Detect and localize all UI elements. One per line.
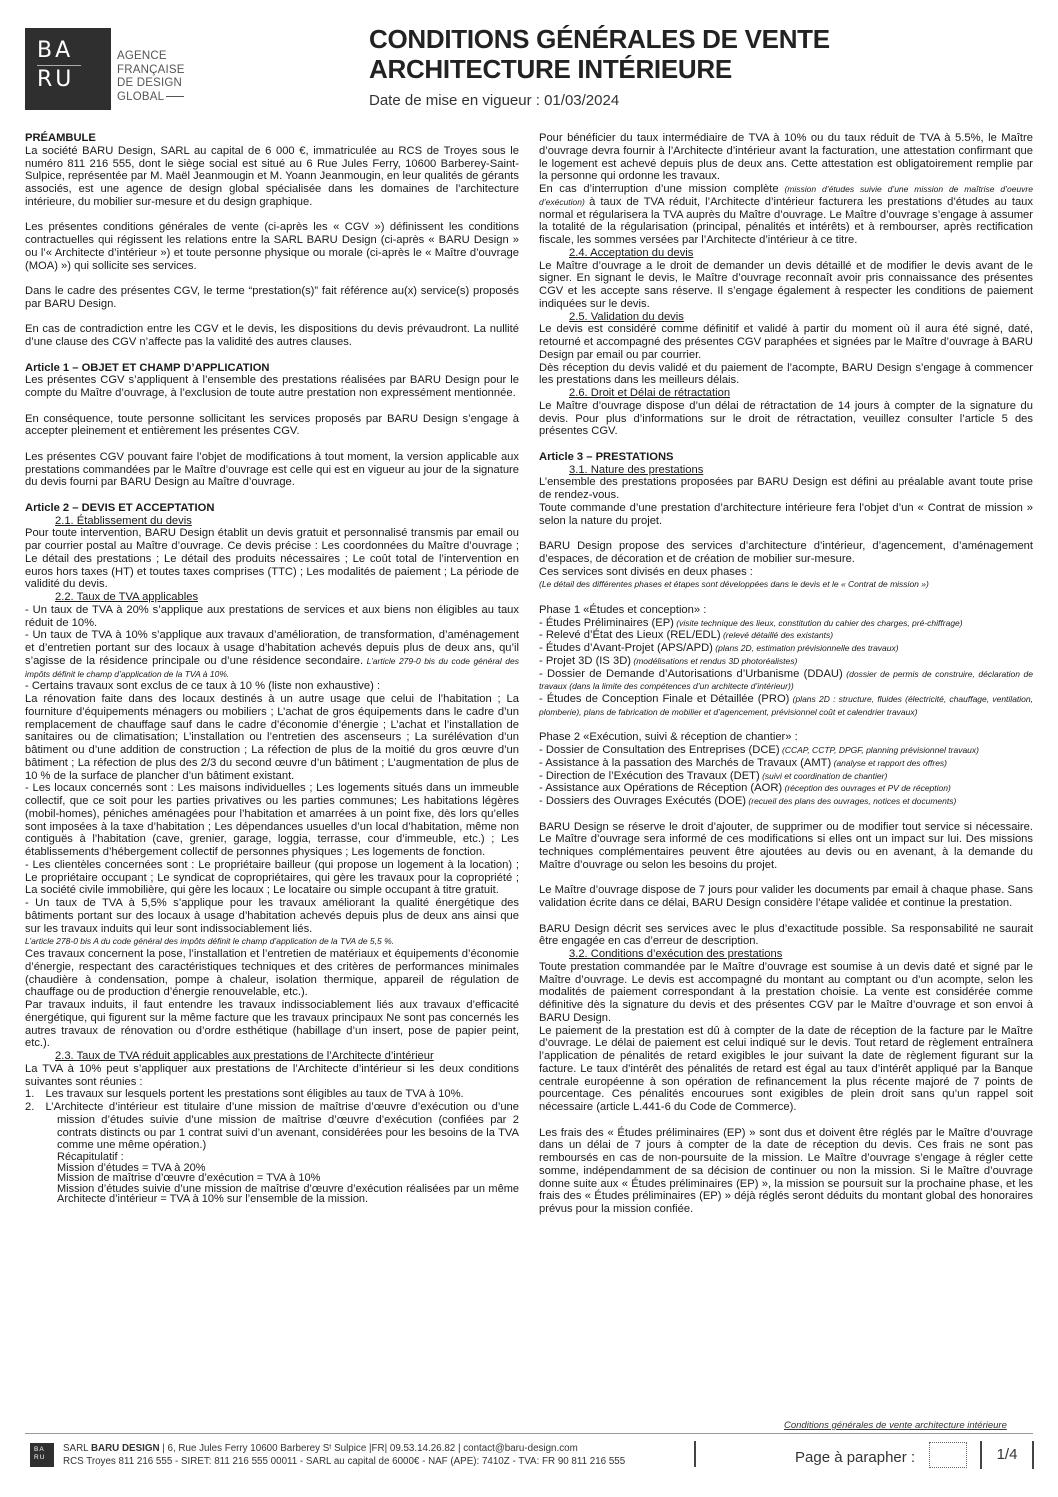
inline-note: (recueil des plans des ouvrages, notices et documents) — [746, 796, 957, 806]
paragraph-text: 2.3. Taux de TVA réduit applicables aux prestations de l’Architecte d’intérieur — [55, 1050, 434, 1062]
paragraph-text: Phase 2 «Exécution, suivi & réception de chantier» : — [539, 731, 798, 744]
paragraph-text: - Assistance aux Opérations de Réception (AOR) — [539, 782, 783, 795]
paragraph-text: 2.1. Établissement du devis — [55, 514, 192, 527]
paragraph — [25, 629, 519, 680]
paragraph-text: 3.1. Nature des prestations — [569, 463, 704, 476]
paragraph-text: - Les locaux concernés sont : Les maisons individuelles ; Les logements situés dans un immeuble collectif, que ce soit pour les parties privatives ou les parties communes; Les habitations légères (mobil-homes), péniches aménagées pour l’habitation et amarrées à un point fixe, dès lors qu’elles sont imposées à la taxe d’habitation ; Les dépendances usuelles d’un local d’habitation, même non contiguës à l’habitation (cave, grenier, garage, loggia, terrasse, cour d’immeuble, etc.) ; Les établissements d’hébergement collectif de personnes physiques ; Les logements de fonction. — [25, 782, 519, 858]
right-column — [539, 132, 1033, 1422]
article-heading — [25, 362, 519, 375]
paragraph-spacer — [25, 311, 519, 324]
paragraph — [539, 782, 1033, 795]
paragraph — [539, 604, 1033, 617]
paragraph-text: Le Maître d’ouvrage dispose de 7 jours pour valider les documents par email à chaque phase. Sans validation écrite dans ce délai, BARU Design considère l’étape validée et continue la prestation. — [539, 884, 1033, 909]
paragraph — [25, 948, 519, 999]
paragraph — [539, 566, 1033, 579]
paragraph — [539, 821, 1033, 872]
logo-line-2: RU — [37, 65, 81, 91]
article-heading — [25, 502, 519, 515]
company-prefix: SARL — [63, 1443, 91, 1454]
article-heading — [25, 132, 519, 145]
paragraph-spacer — [25, 489, 519, 502]
paragraph — [539, 757, 1033, 770]
paragraph-text: - Un taux de TVA à 5,5% s’applique pour les travaux améliorant la qualité énergétique des bâtiments portant sur des locaux à usage d’habitation achevés depuis plus de deux ans ainsi que sur les travaux induits qui leur sont indissociablement liés. — [25, 897, 519, 935]
paragraph-text: Le devis est considéré comme définitif et validé à partir du moment où il aura été signé, daté, retourné et accompagné des présentes CGV paraphées et signées par le Maître d’ouvrage à BARU Design par email ou par courrier. — [539, 323, 1033, 361]
paragraph — [539, 642, 1033, 655]
paragraph-spacer — [25, 438, 519, 451]
paragraph-text: L’article 278-0 bis A du code général des impôts définit le champ d’application de la TVA de 5,5 %. — [25, 936, 395, 947]
paragraph — [539, 132, 1033, 183]
paragraph-text: Article 2 – DEVIS ET ACCEPTATION — [25, 501, 215, 514]
list-item — [25, 1088, 519, 1101]
paragraph — [539, 1127, 1033, 1216]
paragraph-text: Article 1 – OBJET ET CHAMP D’APPLICATION — [25, 361, 270, 374]
paragraph-text: - Études d’Avant-Projet (APS/APD) — [539, 642, 713, 654]
paragraph-text: Mission d’études = TVA à 20% — [57, 1161, 206, 1174]
inline-note: (plans 2D, estimation prévisionnelle des travaux) — [712, 643, 899, 653]
section-heading — [539, 948, 1033, 961]
inline-note: (suivi et coordination de chantier) — [759, 770, 888, 781]
paragraph-text: Par travaux induits, il faut entendre les travaux indissociablement liés aux travaux d’efficacité énergétique, qui figurent sur la même facture que les travaux principaux Ne sont pas concernés les autres travaux de rénovation ou d’ordre esthétique (habillage d’un insert, pose de papier peint, etc.). — [25, 999, 519, 1050]
paragraph — [539, 655, 1033, 668]
paragraph-text: - Dossiers des Ouvrages Exécutés (DOE) — [539, 795, 747, 807]
title-line-2: ARCHITECTURE INTÉRIEURE — [369, 54, 732, 84]
paragraph-text: (Le détail des différentes phases et étapes sont développées dans le devis et le « Contrat de mission ») — [539, 579, 929, 590]
inline-note: L’article 279-0 bis du code général des impôts définit le champ d’application de la TVA à 10%. — [25, 655, 520, 679]
paragraph — [539, 770, 1033, 783]
paragraph-text: 2.5. Validation du devis — [569, 310, 684, 323]
paragraph-text: - Les clientèles concernées sont : Le propriétaire bailleur (qui propose un logement à la location) ; Le propriétaire occupant ; Le syndicat de copropriétaires, qui gère les travaux pour la copropriété ; La société civile immobilière, qui gère les locaux ; Le locataire ou simple occupant à titre gratuit. — [25, 858, 519, 897]
paragraph — [539, 1025, 1033, 1114]
parapher-label: Page à parapher : — [795, 1449, 916, 1466]
paragraph-text: Pour bénéficier du taux intermédiaire de TVA à 10% ou du taux réduit de TVA à 5.5%, le Maître d’ouvrage devra fournir à l’Architecte d’intérieur avant la facturation, une attestation confirmant que le logement est achevé depuis plus de deux ans. Cette attestation est obligatoirement remplie par la personne qui ordonne les travaux. — [539, 132, 1033, 183]
paragraph-text: Le Maître d’ouvrage dispose d’un délai de rétractation de 14 jours à compter de la signature du devis. Pour plus d’informations sur le droit de rétractation, veuillez consulter l’article 5 des présentes CGV. — [539, 399, 1033, 438]
paragraph-text: 2. L’Architecte d’intérieur est titulaire d’une mission de maîtrise d’œuvre d’exécution ou d’une mission d’études suivie d’une mission de maîtrise d’œuvre d’exécution (confiées par 2 contrats distincts ou par 1 contrat suivi d’un avenant, considérées pour les besoins de la TVA comme une même opération.) — [25, 1101, 519, 1152]
paragraph-text: Dans le cadre des présentes CGV, le terme “prestation(s)” fait référence au(x) service(s) proposés par BARU Design. — [25, 285, 519, 310]
company-registry: RCS Troyes 811 216 555 - SIRET: 811 216 555 00011 - SARL au capital de 6000€ - NAF (APE): 7410Z - TVA: FR 90 811 216 555 — [63, 1455, 626, 1467]
paragraph — [539, 744, 1033, 757]
paragraph — [539, 183, 1033, 247]
tagline-line: AGENCE — [117, 50, 167, 62]
footer-separator — [694, 1441, 696, 1467]
paragraph — [539, 884, 1033, 910]
paragraph-spacer — [25, 400, 519, 413]
paragraph-text: En conséquence, toute personne sollicitant les services proposés par BARU Design s’engage à accepter pleinement et entièrement les présentes CGV. — [25, 412, 519, 438]
section-heading — [539, 311, 1033, 324]
paragraph-text: Les présentes CGV s’appliquent à l’ensemble des prestations réalisées par BARU Design pour le compte du Maître d’ouvrage, à l’exclusion de toute autre prestation non expressément mentionnée. — [25, 374, 519, 399]
paragraph — [539, 731, 1033, 744]
section-heading — [539, 464, 1033, 477]
paragraph-spacer — [25, 349, 519, 362]
paragraph-text: - Projet 3D (IS 3D) — [539, 654, 632, 667]
paragraph-text: à taux de TVA réduit, l’Architecte d’intérieur facturera les prestations d’études au taux normal et régularisera la TVA auprès du Maître d’ouvrage. Le Maître d’ouvrage s’engage à assumer la totalité de la régularisation (principal, pénalités et intérêts) et à rembourser, après rectification fiscale, les sommes versées par l’Architecte d’intérieur à ce titre. — [539, 195, 1033, 246]
footer-logo-line: BA — [34, 1446, 45, 1453]
paragraph-spacer — [25, 209, 519, 222]
paragraph-text: - Assistance à la passation des Marchés de Travaux (AMT) — [539, 756, 832, 769]
paragraph — [25, 859, 519, 897]
inline-note: (visite technique des lieux, constitution du cahier des charges, pré-chiffrage) — [673, 617, 963, 628]
paragraph-text: Dès réception du devis validé et du paiement de l’acompte, BARU Design s’engage à commencer les prestations dans les meilleurs délais. — [539, 361, 1033, 387]
paragraph-spacer — [539, 719, 1033, 732]
left-column — [25, 132, 519, 1422]
paragraph-text: - Études de Conception Finale et Détaillée (PRO) — [539, 693, 790, 705]
inline-note: (modélisations et rendus 3D photoréalistes) — [631, 655, 798, 666]
inline-note: (réception des ouvrages et PV de réception) — [782, 783, 951, 794]
paragraph — [25, 374, 519, 400]
paragraph-text: Les présentes conditions générales de vente (ci-après les « CGV ») définissent les conditions contractuelles qui régissent les relations entre la SARL BARU Design (ci-après « BARU Design » ou l’« Architecte d’intérieur ») et toute personne physique ou morale (ci-après le « Maître d’ouvrage (MOA) ») qui sollicite ses services. — [25, 221, 519, 272]
list-item — [25, 1101, 519, 1152]
footer-divider — [25, 1433, 1033, 1434]
paragraph-spacer — [539, 910, 1033, 923]
paragraph-spacer — [539, 1114, 1033, 1127]
paragraph — [539, 260, 1033, 311]
footer-logo — [30, 1443, 54, 1467]
paragraph-spacer — [539, 438, 1033, 451]
summary-line — [25, 1184, 519, 1205]
paragraph-text: 2.6. Droit et Délai de rétractation — [569, 387, 731, 399]
paragraph-spacer — [539, 872, 1033, 885]
paragraph — [25, 451, 519, 489]
paragraph — [25, 604, 519, 630]
paragraph — [25, 782, 519, 859]
inline-note: (plans 2D : structure, fluides (électricité, chauffage, ventilation, plomberie), plans de fabrication de mobilier et d’agencement, prévisionnel coût et calendrier travaux) — [539, 694, 1033, 717]
paragraph-spacer — [539, 808, 1033, 821]
paragraph — [25, 897, 519, 935]
section-heading — [25, 591, 519, 604]
footnote — [539, 578, 1033, 591]
paragraph — [539, 923, 1033, 949]
paragraph-text: La société BARU Design, SARL au capital de 6 000 €, immatriculée au RCS de Troyes sous le numéro 811 216 555, dont le siège social est situé au 6 Rue Jules Ferry, 10600 Barberey-Saint-Sulpice, représentée par M. Maël Jeanmougin et M. Yoann Jeanmougin, en leur qualités de gérants associés, est une agence de design global spécialisée dans les domaines de l’architecture intérieure, du mobilier sur-mesure et du design graphique. — [25, 144, 519, 208]
paragraph — [25, 1063, 519, 1089]
footnote — [25, 935, 519, 948]
inline-note: (analyse et rapport des offres) — [831, 757, 948, 768]
paragraph-text: BARU Design se réserve le droit d’ajouter, de supprimer ou de modifier tout service si nécessaire. Le Maître d’ouvrage sera informé de ces modifications si elles ont un impact sur lui. Des missions techniques complémentaires peuvent être ajoutées au devis ou en avenant, à la demande du Maître d’ouvrage ou selon les besoins du projet. — [539, 820, 1033, 871]
inline-note: (CCAP, CCTP, DPGF, planning prévisionnel travaux) — [779, 745, 979, 755]
paragraph-text: - Certains travaux sont exclus de ce taux à 10 % (liste non exhaustive) : — [25, 680, 381, 693]
paragraph — [25, 145, 519, 209]
company-address: | 6, Rue Jules Ferry 10600 Barberey Sᵗ Sulpice |FR| 09.53.14.26.82 | contact@baru-design.com — [159, 1443, 578, 1454]
paragraph — [539, 400, 1033, 438]
paragraph-text: Mission d’études suivie d’une mission de maîtrise d’œuvre d’exécution réalisées par un même Architecte d’intérieur = TVA à 10% sur l’ensemble de la mission. — [57, 1182, 519, 1205]
page-number: 1/4 — [980, 1441, 1034, 1469]
paragraph-text: 2.4. Acceptation du devis — [569, 246, 694, 259]
paragraph — [539, 693, 1033, 719]
title-line-1: CONDITIONS GÉNÉRALES DE VENTE — [369, 24, 830, 54]
effective-date: Date de mise en vigueur : 01/03/2024 — [369, 92, 620, 109]
inline-note: (mission d’études suivie d’une mission de maîtrise d’oeuvre d’exécution) — [539, 184, 1033, 207]
paragraph-text: Le Maître d’ouvrage a le droit de demander un devis détaillé et de modifier le devis avant de le signer. En signant le devis, le Maître d’ouvrage reconnaît avoir pris connaissance des présentes CGV et les accepte sans réserve. Il s’engage également à respecter les conditions de paiement indiquées sur le devis. — [539, 259, 1033, 310]
paragraph-text: 2.2. Taux de TVA applicables — [55, 591, 199, 603]
logo-line-1: BA — [37, 38, 74, 63]
paragraph — [539, 476, 1033, 502]
paragraph-text: En cas d’interruption d’une mission complète — [539, 183, 779, 195]
paragraph — [25, 285, 519, 311]
footer-document-label: Conditions générales de vente architecture intérieure — [784, 1420, 1007, 1431]
inline-note: (dossier de permis de construire, déclaration de travaux (dans la limite des compétences d’un architecte d’intérieur)) — [539, 668, 1033, 692]
paragraph-spacer — [539, 591, 1033, 604]
paragraph-text: - Un taux de TVA à 10% s’applique aux travaux d’amélioration, de transformation, d’aménagement et d’entretien portant sur des locaux à usage d’habitation achevés depuis plus de deux ans, qu’il s’agisse de la résidence principale ou d’une résidence secondaire. — [25, 629, 519, 667]
paragraph-text: Article 3 – PRESTATIONS — [539, 450, 674, 463]
footer-logo-line: RU — [34, 1454, 46, 1461]
paragraph-text: Toute prestation commandée par le Maître d’ouvrage est soumise à un devis daté et signé par le Maître d’ouvrage. Le devis est accompagné du montant au comptant ou d’un acompte, selon les modalités de paiement correspondant à la prestation choisie. La vente est considérée comme définitive dès la signature du devis et des présentes CGV par le Maître d’ouvrage et son envoi à BARU Design. — [539, 960, 1033, 1024]
paragraph — [539, 629, 1033, 642]
paragraph-text: BARU Design propose des services d’architecture d’intérieur, d’agencement, d’aménagement d’espaces, de décoration et de création de mobilier sur-mesure. — [539, 540, 1033, 565]
paragraph-text: - Direction de l’Exécution des Travaux (DET) — [539, 769, 760, 782]
paragraph-text: - Relevé d’État des Lieux (REL/EDL) — [539, 629, 721, 642]
initials-box[interactable] — [929, 1442, 967, 1468]
paragraph — [539, 668, 1033, 694]
paragraph-text: Les frais des « Études préliminaires (EP) » sont dus et doivent être réglés par le Maître d’ouvrage dans un délai de 7 jours à compter de la date de réception du devis. Ces frais ne sont pas remboursés en cas de non-poursuite de la mission. Le Maître d’ouvrage s’engage à régler cette somme, indépendamment de sa décision de continuer ou non la mission. Si le Maître d’ouvrage donne suite aux « Études préliminaires (EP) », la mission se poursuit sur la prochaine phase, et les frais des « Études préliminaires (EP) » déjà réglés seront déduits du montant global des honoraires prévus pour la mission confiée. — [539, 1126, 1033, 1215]
paragraph-text: - Études Préliminaires (EP) — [539, 616, 674, 629]
paragraph-text: Toute commande d’une prestation d’architecture intérieure fera l’objet d’un « Contrat de mission » selon la nature du projet. — [539, 501, 1033, 527]
paragraph — [539, 795, 1033, 808]
paragraph — [539, 323, 1033, 361]
paragraph-text: - Dossier de Consultation des Entreprises (DCE) — [539, 744, 780, 756]
paragraph-spacer — [25, 272, 519, 285]
paragraph-text: La rénovation faite dans des locaux destinés à un autre usage que celui de l’habitation ; La fourniture d’équipements ménagers ou mobiliers ; L’achat de gros équipements dans le cadre d’un remplacement de chauffage sauf dans le cadre d’économie d’énergie ; L’achat et l’installation de sanitaires ou de climatisation; L’installation ou l’entretien des ascenseurs ; La surélévation d’un bâtiment ou d’une addition de construction ; La réfection de plus de la moitié du gros œuvre d’un bâtiment ; La réfection de plus des 2/3 du second œuvre d’un bâtiment ; L’augmentation de plus de 10 % de la surface de plancher d’un bâtiment existant. — [25, 693, 519, 782]
paragraph — [539, 362, 1033, 388]
paragraph-text: - Un taux de TVA à 20% s’applique aux prestations de services et aux biens non éligibles au taux réduit de 10%. — [25, 603, 519, 629]
section-heading — [539, 387, 1033, 400]
logo-mark — [25, 28, 111, 110]
paragraph — [25, 323, 519, 349]
paragraph-text: Pour toute intervention, BARU Design établit un devis gratuit et personnalisé transmis par email ou par courrier postal au Maître d’ouvrage. Ce devis précise : Les coordonnées du Maître d’ouvrage ; Le détail des prestations ; Le détail des produits nécessaires ; Le coût total de l’intervention en euros hors taxes (HT) et toutes taxes comprises (TTC) ; Les modalités de paiement ; La période de validité du devis. — [25, 527, 519, 591]
paragraph-text: - Dossier de Demande d’Autorisations d’Urbanisme (DDAU) — [539, 667, 843, 680]
tagline-line: FRANÇAISE — [117, 63, 185, 76]
paragraph-text: En cas de contradiction entre les CGV et le devis, les dispositions du devis prévaudront. La nullité d’une clause des CGV n’affecte pas la validité des autres clauses. — [25, 323, 519, 348]
paragraph-text: PRÉAMBULE — [25, 132, 96, 144]
paragraph-text: Ces travaux concernent la pose, l’installation et l’entretien de matériaux et équipements d’économie d’énergie, respectant des caractéristiques techniques et des critères de performances minimales (chaudière à condensation, pompe à chaleur, isolation thermique, appareil de régulation de chauffage ou de production d’énergie renouvelable, etc.). — [25, 948, 519, 999]
logo-tagline — [117, 50, 185, 104]
paragraph — [25, 693, 519, 782]
paragraph — [25, 221, 519, 272]
paragraph-text: 1. Les travaux sur lesquels portent les prestations sont éligibles au taux de TVA à 10%. — [25, 1088, 464, 1101]
paragraph — [539, 961, 1033, 1025]
paragraph — [539, 617, 1033, 630]
inline-note: (relevé détaillé des existants) — [720, 630, 834, 641]
paragraph-text: 3.2. Conditions d’exécution des prestations — [569, 948, 783, 960]
company-name: BARU DESIGN — [90, 1443, 160, 1454]
paragraph — [25, 527, 519, 591]
paragraph — [25, 413, 519, 439]
paragraph — [25, 999, 519, 1050]
document-title — [369, 24, 830, 84]
tagline-line: GLOBAL — [117, 91, 185, 105]
section-heading — [539, 247, 1033, 260]
paragraph-text: Phase 1 «Études et conception» : — [539, 603, 707, 616]
article-heading — [539, 451, 1033, 464]
paragraph — [539, 540, 1033, 566]
paragraph-spacer — [539, 527, 1033, 540]
section-heading — [25, 1050, 519, 1063]
section-heading — [25, 515, 519, 528]
paragraph-text: Récapitulatif : — [57, 1151, 124, 1163]
paragraph — [25, 680, 519, 693]
paragraph-text: Mission de maîtrise d’œuvre d’exécution = TVA à 10% — [57, 1172, 321, 1184]
paragraph — [539, 502, 1033, 528]
footer-address — [63, 1443, 625, 1468]
paragraph-text: L’ensemble des prestations proposées par BARU Design est défini au préalable avant toute prise de rendez-vous. — [539, 476, 1033, 501]
company-logo — [25, 28, 185, 110]
paragraph-text: Ces services sont divisés en deux phases : — [539, 565, 753, 578]
paragraph-text: BARU Design décrit ses services avec le plus d’exactitude possible. Sa responsabilité ne saurait être engagée en cas d’erreur de description. — [539, 922, 1033, 948]
paragraph-text: Le paiement de la prestation est dû à compter de la date de réception de la facture par le Maître d’ouvrage. Le délai de paiement est celui indiqué sur le devis. Tout retard de règlement entraînera l’application de pénalités de retard exigibles le jour suivant la date de règlement figurant sur la facture. Le taux d’intérêt des pénalités de retard est égal au taux d’intérêt appliqué par la Banque centrale européenne à son opération de refinancement la plus récente majoré de 7 points de pourcentage. Ces pénalités encourues sont exigibles de plein droit sans qu’un rappel soit nécessaire (article L.441-6 du Code de Commerce). — [539, 1024, 1033, 1113]
paragraph-text: La TVA à 10% peut s’appliquer aux prestations de l’Architecte d’intérieur si les deux conditions suivantes sont réunies : — [25, 1062, 519, 1088]
tagline-line: DE DESIGN — [117, 77, 183, 89]
paragraph-text: Les présentes CGV pouvant faire l’objet de modifications à tout moment, la version applicable aux prestations commandées par le Maître d’ouvrage est celle qui est en vigueur au jour de la signature du devis fourni par BARU Design au Maître d’ouvrage. — [25, 450, 519, 489]
